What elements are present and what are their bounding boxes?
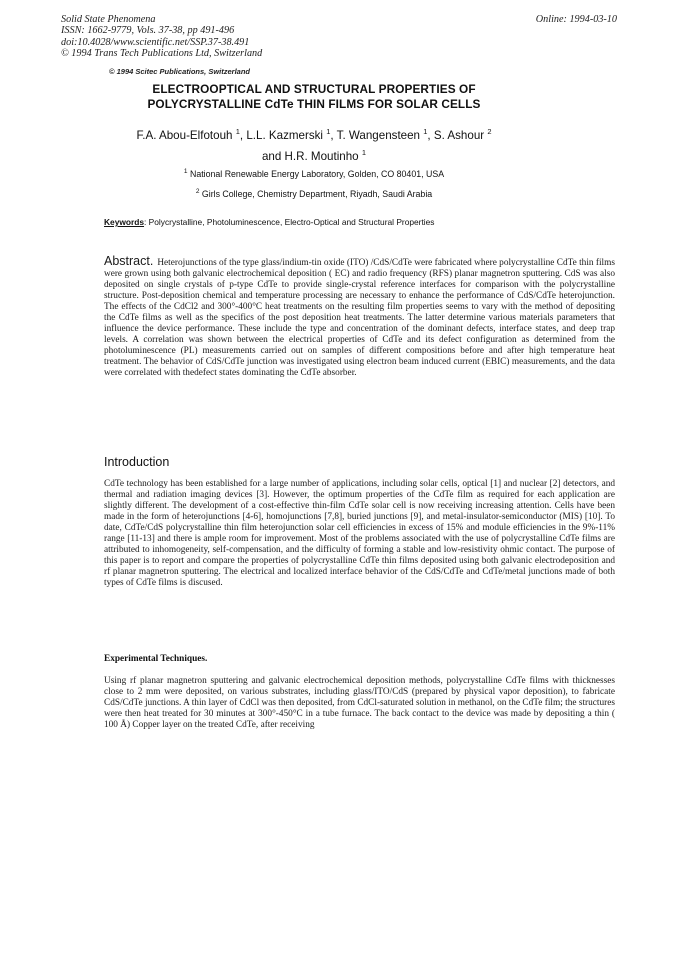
affiliation-1 [0, 163, 628, 183]
abstract [104, 256, 615, 379]
experimental-text: Using rf planar magnetron sputtering and galvanic electrochemical deposition methods, polycrystalline CdTe films with thicknesses close to 2 mm were deposited, on various substrates, including glass/ITO/CdS (prepared by physical vapor deposition), to fabricate CdS/CdTe junctions. A thin layer of CdCl was then deposited, from CdCl-saturated solution in methanol, on the CdTe film; the structures were then heat treated for 30 minutes at 300°-450°C in a tube furnace. The back contact to the device was made by depositing a thin ( 100 Å) Copper layer on the treated CdTe, after receiving [104, 676, 615, 730]
paper-title [0, 82, 628, 111]
author-5-affil: 1 [361, 148, 367, 157]
introduction-text: CdTe technology has been established for a large number of applications, including solar cells, optical [1] and nuclear [2] detectors, and thermal and radiation imaging devices [3]. However, the optimum properties of the CdTe film as required for each application are slightly different. The development of a cost-effective thin-film CdTe solar cell is now receiving increasing attention. Cells have been made in the form of heterojunctions [4-6], homojunctions [7,8], buried junctions [9], and metal-insulator-semiconductor (MIS) [10]. To date, CdTe/CdS polycrystalline thin film heterojunction solar cell efficiencies in excess of 15% and module efficiencies in the 9%-11% range [11-13] and there is ample room for improvement. Most of the problems associated with the use of polycrystalline CdTe films are attributed to inhomogeneity, self-compensation, and the difficulty of forming a stable and low-resistivity ohmic contact. The purpose of this paper is to report and compare the properties of polycrystalline CdTe thin films deposited using both galvanic electrodeposition and rf planar magnetron sputtering. The electrical and localized interface behavior of the CdS/CdTe and CdTe/metal junctions made of both types of CdTe films is discused. [104, 479, 615, 588]
author-2-affil: 1 [326, 127, 331, 136]
keywords-text: : Polycrystalline, Photoluminescence, Electro-Optical and Structural Properties [144, 217, 435, 227]
abstract-label: Abstract. [104, 254, 154, 268]
author-4: , S. Ashour [427, 129, 485, 142]
affiliation-2-text: Girls College, Chemistry Department, Riyadh, Saudi Arabia [201, 189, 433, 199]
title-line-1: ELECTROOPTICAL AND STRUCTURAL PROPERTIES OF [152, 82, 476, 96]
author-1: F.A. Abou-Elfotouh [136, 129, 233, 142]
affiliations [0, 163, 628, 203]
affiliation-2-mark: 2 [195, 188, 200, 195]
author-4-affil: 2 [487, 127, 492, 136]
author-1-affil: 1 [235, 127, 240, 136]
affiliation-2 [0, 183, 628, 203]
abstract-text: Heterojunctions of the type glass/indium-tin oxide (ITO) /CdS/CdTe were fabricated where polycrystalline CdTe thin films were grown using both galvanic electrochemical deposition ( EC) and radio frequency (RFS) planar magnetron sputtering. CdS was also deposited on single crystals of p-type CdTe to provide single-crystal reference interfaces for comparison with the polycrystalline structure. Post-deposition chemical and temperature processing are necessary to enhance the performance of CdS/CdTe heterojunction. The effects of the CdCl2 and 300°-400°C heat treatments on the resulting film properties seems to vary with the method of depositing the CdTe films as well as the specifics of the post deposition heat treatments. The latter determine various materials parameters that influence the device performance. These include the type and concentration of the dominant defects, interface states, and deep trap levels. A correlation was shown between the electrical properties of CdTe and its defect configuration as determined from the photoluminescence (PL) measurements carried out on samples of different compositions before and after high temperature heat treatment. The behavior of CdS/CdTe junction was investigated using electron beam induced current (EBIC) measurements, and the data were correlated with thedefect states dominating the CdTe absorber. [104, 258, 615, 378]
affiliation-1-mark: 1 [183, 168, 188, 175]
author-5: and H.R. Moutinho [261, 150, 359, 163]
online-date: Online: 1994-03-10 [535, 14, 617, 25]
author-list [0, 123, 628, 165]
copyright-line: © 1994 Trans Tech Publications Ltd, Switzerland [61, 47, 263, 59]
affiliation-1-text: National Renewable Energy Laboratory, Golden, CO 80401, USA [189, 169, 445, 179]
issn-line: ISSN: 1662-9779, Vols. 37-38, pp 491-496 [61, 25, 235, 37]
keywords-label: Keywords [104, 217, 145, 227]
journal-name: Solid State Phenomena [61, 14, 156, 25]
experimental-heading: Experimental Techniques. [104, 654, 208, 664]
doi-line: doi:10.4028/www.scientific.net/SSP.37-38.491 [61, 36, 250, 48]
author-3: , T. Wangensteen [330, 129, 421, 142]
introduction-heading: Introduction [104, 455, 170, 469]
publisher-note: © 1994 Scitec Publications, Switzerland [109, 67, 250, 76]
author-line-2 [0, 144, 628, 165]
author-line-1 [0, 123, 628, 144]
title-line-2: POLYCRYSTALLINE CdTe THIN FILMS FOR SOLAR CELLS [147, 96, 481, 111]
keywords [104, 217, 435, 227]
journal-header [61, 14, 262, 59]
author-2: , L.L. Kazmerski [239, 129, 324, 142]
author-3-affil: 1 [423, 127, 428, 136]
